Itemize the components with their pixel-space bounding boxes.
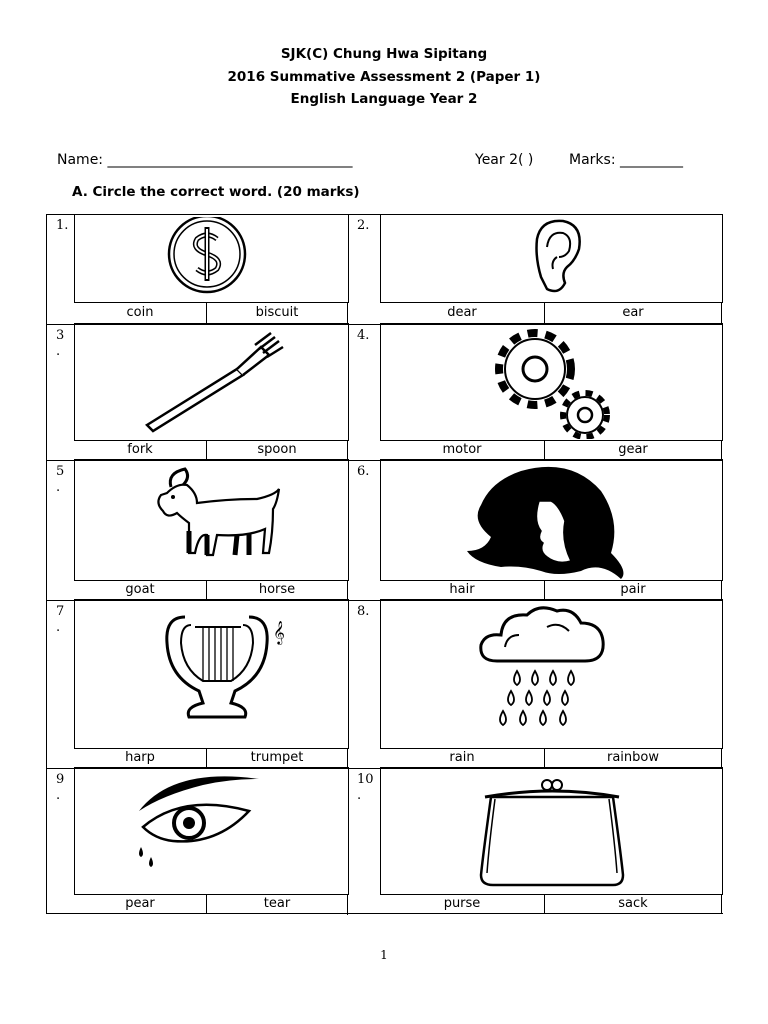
- year-field[interactable]: Year 2( ): [475, 152, 534, 168]
- answer-option[interactable]: goat: [125, 582, 155, 597]
- answer-option[interactable]: biscuit: [255, 305, 299, 320]
- picture-box: [380, 600, 723, 749]
- answer-option[interactable]: coin: [126, 305, 154, 320]
- option-row-bottom: [74, 913, 349, 914]
- answer-option[interactable]: pear: [125, 896, 155, 911]
- subject-title: English Language Year 2: [290, 91, 478, 107]
- answer-option[interactable]: ear: [622, 305, 644, 320]
- question-number-dot: .: [56, 344, 61, 359]
- question-number: [56, 772, 64, 804]
- option-row-bottom: [380, 913, 723, 914]
- answer-option[interactable]: horse: [258, 582, 296, 597]
- question-number-text: 4.: [357, 328, 370, 343]
- rain-icon: [477, 605, 617, 747]
- hair-icon: [461, 461, 637, 581]
- row-separator: [46, 460, 722, 461]
- question-number: [56, 328, 64, 360]
- answer-option[interactable]: rain: [449, 750, 475, 765]
- answer-option[interactable]: spoon: [257, 442, 297, 457]
- picture-box: [380, 460, 723, 581]
- gear-icon: [489, 327, 613, 439]
- question-number-text: 2.: [357, 218, 370, 233]
- question-number-dot: .: [56, 788, 61, 803]
- answer-option[interactable]: sack: [618, 896, 648, 911]
- question-number: [56, 464, 64, 496]
- question-number-text: 9: [56, 772, 65, 787]
- coin-icon: [163, 217, 253, 297]
- row-separator: [46, 324, 722, 325]
- question-number-text: 7: [56, 604, 65, 619]
- harp-icon: [155, 607, 295, 727]
- section-title: A. Circle the correct word. (20 marks): [72, 184, 360, 200]
- picture-box: [380, 768, 723, 895]
- answer-option[interactable]: tear: [263, 896, 291, 911]
- answer-option[interactable]: rainbow: [607, 750, 659, 765]
- question-number: [56, 604, 64, 636]
- picture-box: [380, 214, 723, 303]
- picture-box: [74, 768, 349, 895]
- student-info-line: [57, 152, 717, 172]
- purse-icon: [473, 775, 633, 893]
- answer-option[interactable]: fork: [127, 442, 153, 457]
- question-number-dot: .: [56, 620, 61, 635]
- answer-option[interactable]: motor: [442, 442, 482, 457]
- question-number: [357, 328, 369, 344]
- question-number: [357, 464, 369, 480]
- picture-box: [74, 324, 349, 441]
- answer-option[interactable]: purse: [443, 896, 481, 911]
- answer-option[interactable]: trumpet: [250, 750, 304, 765]
- answer-option[interactable]: dear: [447, 305, 477, 320]
- question-number: [357, 604, 369, 620]
- answer-option[interactable]: gear: [618, 442, 648, 457]
- assessment-title: 2016 Summative Assessment 2 (Paper 1): [227, 68, 541, 85]
- row-separator: [46, 600, 722, 601]
- answer-option[interactable]: hair: [449, 582, 475, 597]
- question-number-text: 3: [56, 328, 65, 343]
- marks-field[interactable]: Marks: _________: [569, 152, 683, 168]
- answer-option[interactable]: harp: [125, 750, 155, 765]
- question-number-text: 5: [56, 464, 65, 479]
- name-field[interactable]: Name: ___________________________________: [57, 152, 353, 168]
- tear-icon: [133, 771, 273, 885]
- answer-option[interactable]: pair: [620, 582, 646, 597]
- ear-icon: [521, 217, 591, 299]
- picture-box: [74, 600, 349, 749]
- question-number-dot: .: [357, 788, 362, 803]
- question-number-text: 8.: [357, 604, 370, 619]
- document-header: [0, 43, 768, 111]
- picture-box: [74, 460, 349, 581]
- question-number: [357, 218, 369, 234]
- fork-icon: [137, 329, 287, 437]
- picture-box: [380, 324, 723, 441]
- page-number: 1: [380, 948, 388, 962]
- picture-box: [74, 214, 349, 303]
- school-name: SJK(C) Chung Hwa Sipitang: [280, 46, 488, 62]
- question-number-text: 1.: [56, 218, 69, 233]
- goat-icon: [137, 463, 287, 577]
- question-number: [56, 218, 68, 234]
- question-number-text: 10: [357, 772, 374, 787]
- question-number-text: 6.: [357, 464, 370, 479]
- row-separator: [46, 768, 722, 769]
- question-number: [357, 772, 374, 804]
- question-number-dot: .: [56, 480, 61, 495]
